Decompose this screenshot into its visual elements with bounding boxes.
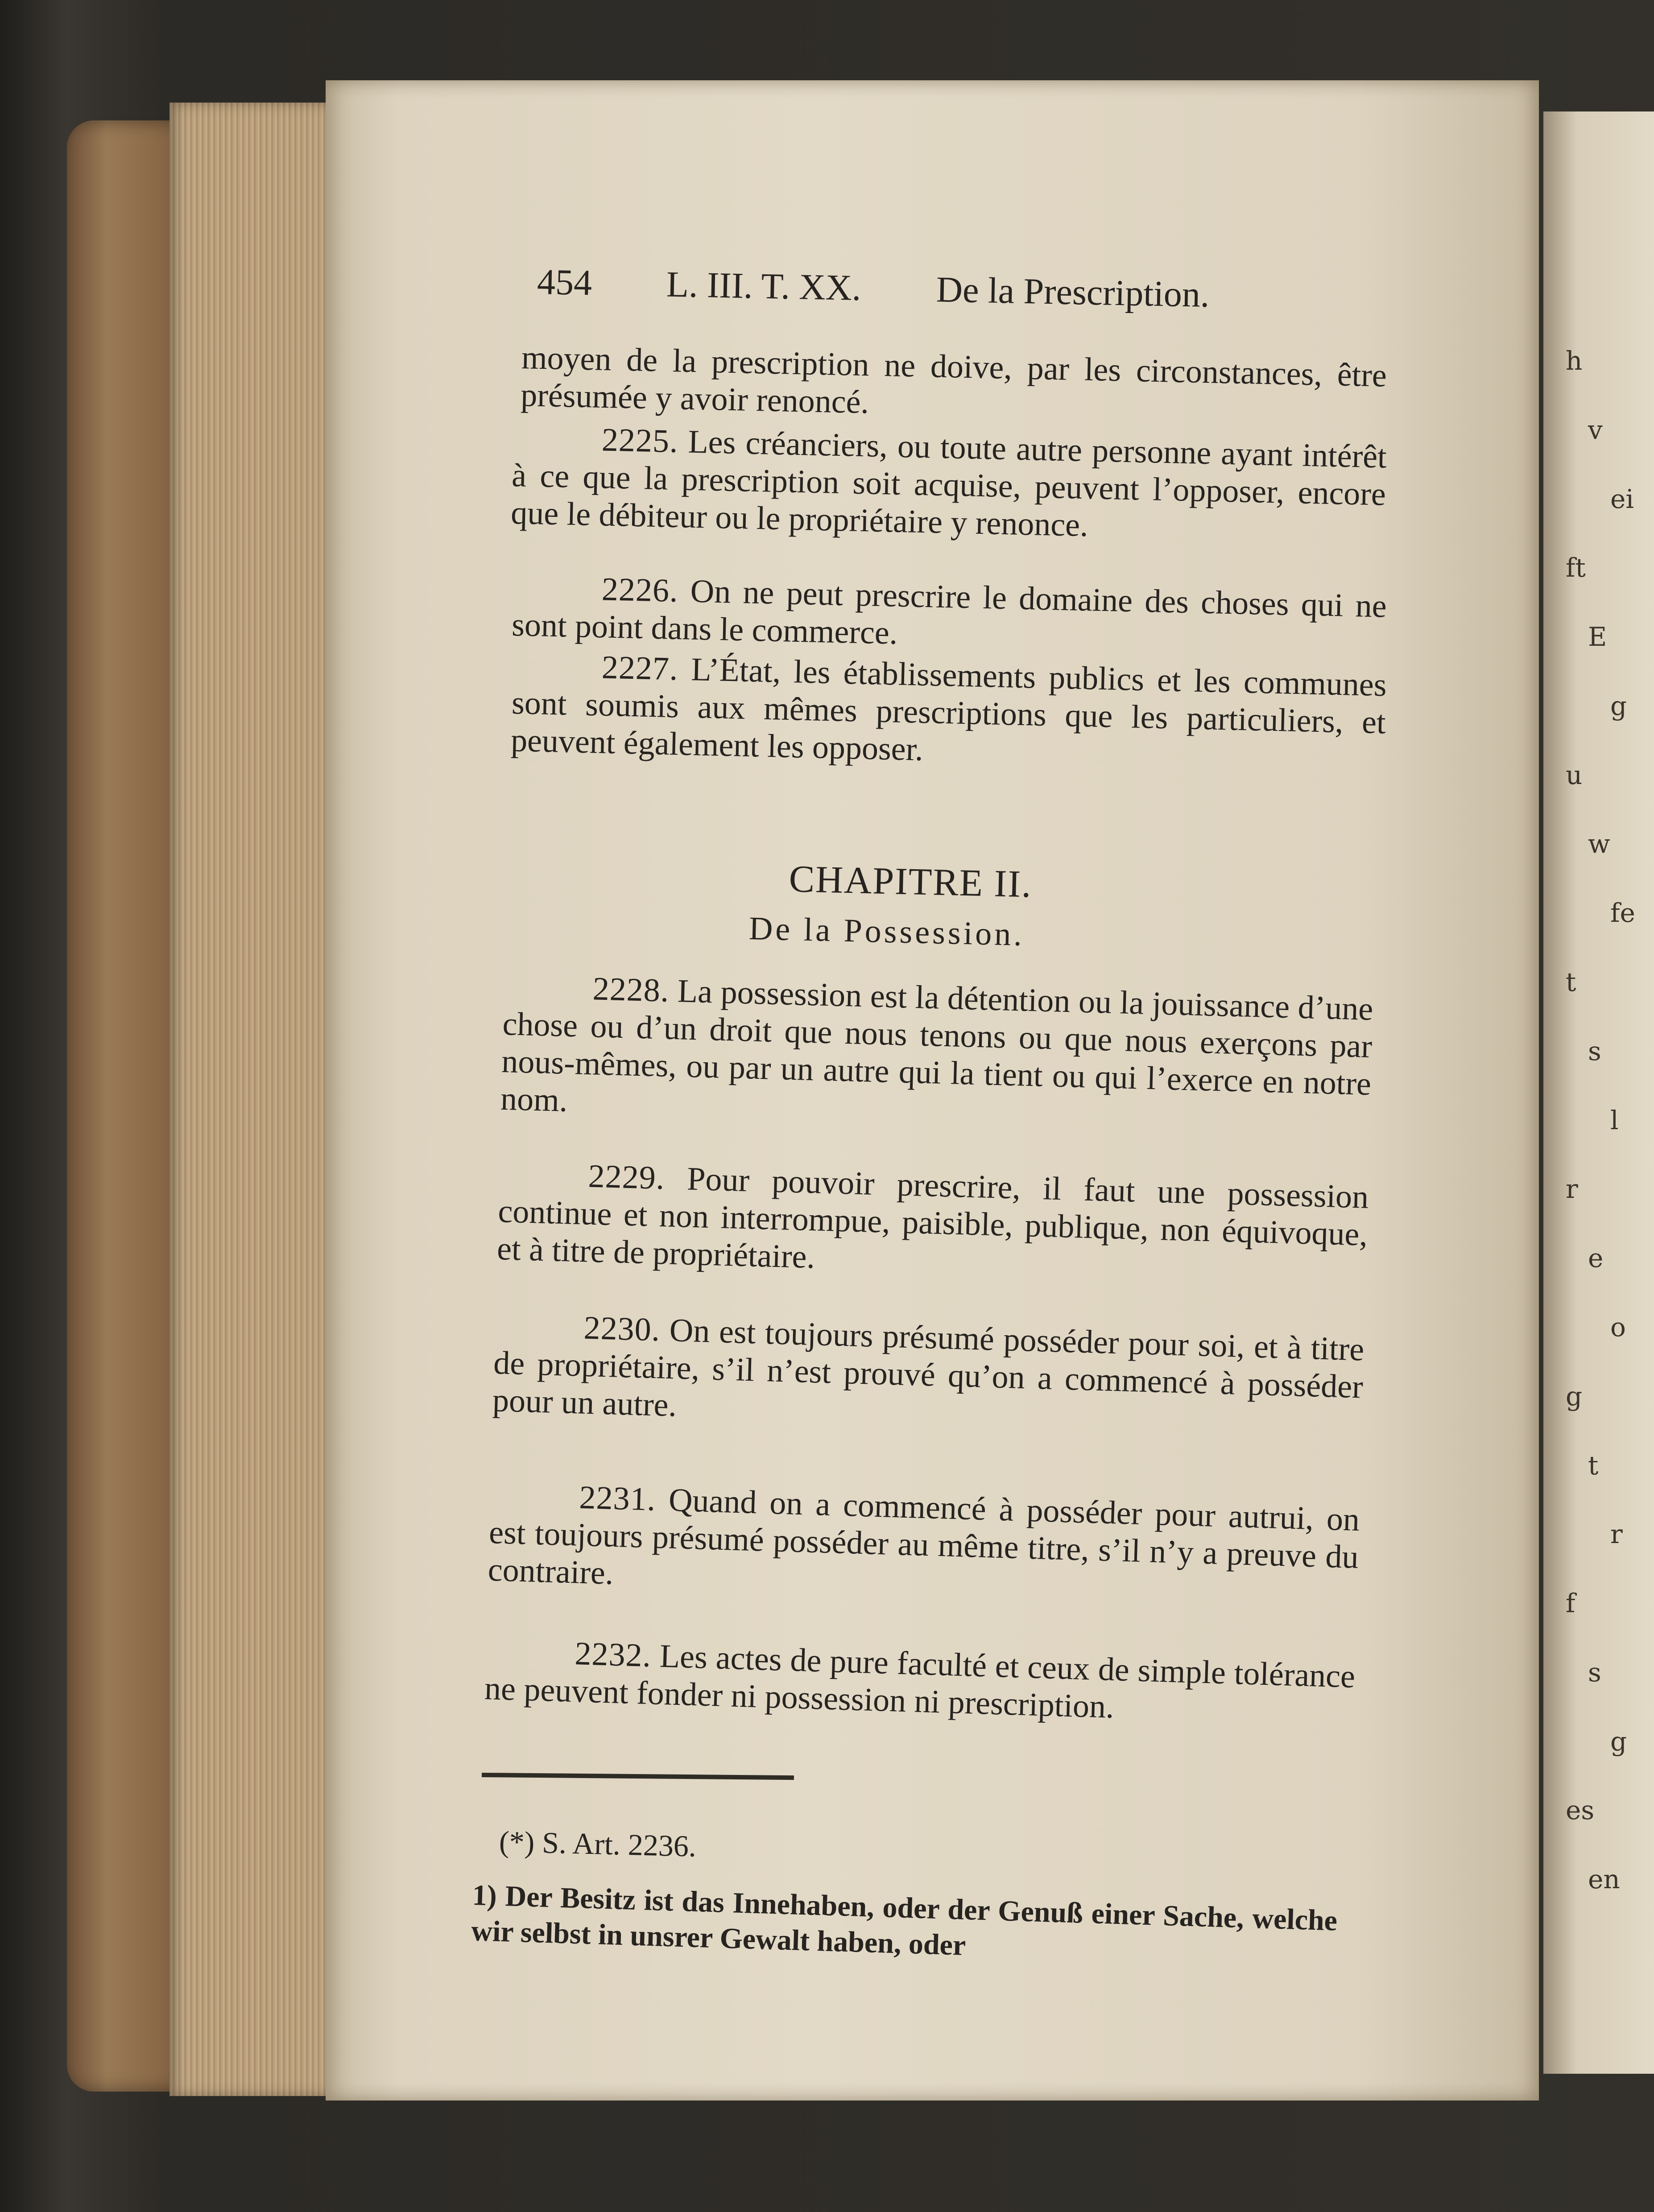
chapter-subtitle: De la Possession. xyxy=(748,910,1025,953)
facing-page-fragment: t xyxy=(1566,967,1576,997)
facing-page-fragment: es xyxy=(1566,1795,1595,1825)
article-number: 2225. xyxy=(601,421,679,460)
article-number: 2229. xyxy=(587,1158,666,1197)
facing-page-fragment: e xyxy=(1588,1243,1604,1273)
article-2227 xyxy=(510,647,1387,779)
article-number: 2228. xyxy=(592,970,670,1009)
facing-page-fragment: w xyxy=(1588,829,1610,859)
facing-page-fragment: g xyxy=(1566,1381,1583,1411)
article-number: 2230. xyxy=(583,1309,661,1349)
facing-page-fragment: s xyxy=(1588,1036,1601,1066)
facing-page-fragment: o xyxy=(1610,1312,1626,1342)
facing-page-fragment: t xyxy=(1588,1450,1599,1481)
article-number: 2232. xyxy=(574,1635,652,1674)
page-number: 454 xyxy=(537,261,592,303)
facing-page-fragment: g xyxy=(1610,691,1627,721)
facing-page-fragment: f xyxy=(1566,1588,1575,1618)
footnote-text: Der Besitz ist das Innehaben, oder der Genuß einer Sache, welche wir selbst in unsrer Gewalt haben, oder xyxy=(471,1880,1338,1962)
chapter-title: CHAPITRE II. xyxy=(788,857,1033,906)
facing-page xyxy=(1543,111,1654,2074)
article-text: Les actes de pure faculté et ceux de simple tolérance ne peuvent fonder ni possession ni prescription. xyxy=(484,1638,1356,1725)
facing-page-fragment: fe xyxy=(1610,898,1635,928)
article-2225 xyxy=(511,419,1387,551)
facing-page-fragment: s xyxy=(1588,1657,1601,1688)
article-text: Quand on a commencé à posséder pour autrui, on est toujours présumé posséder au même titre, s’il n’y a preuve du contraire. xyxy=(487,1482,1360,1592)
article-number: 2231. xyxy=(579,1479,657,1518)
facing-page-fragment: h xyxy=(1566,346,1583,376)
article-text: On est toujours présumé posséder pour soi, et à titre de propriétaire, s’il n’est prouvé qu’on a commencé à posséder pour un autre. xyxy=(492,1312,1365,1424)
article-number: 2227. xyxy=(601,649,679,688)
facing-page-fragment: l xyxy=(1610,1105,1619,1135)
article-text: Pour pouvoir prescrire, il faut une possession continue et non interrompue, paisible, publique, non équivoque, et à titre de propriétaire. xyxy=(496,1160,1369,1276)
facing-page-fragment: r xyxy=(1610,1519,1623,1549)
facing-page-fragment: g xyxy=(1610,1726,1627,1757)
running-title: De la Prescription. xyxy=(936,269,1210,315)
footnote-marker: 1) xyxy=(471,1878,497,1912)
article-text: On ne peut prescrire le domaine des choses qui ne sont point dans le commerce. xyxy=(511,573,1387,652)
facing-page-fragment: en xyxy=(1588,1864,1620,1894)
book-reference: L. III. T. XX. xyxy=(666,264,862,308)
article-number: 2226. xyxy=(601,571,679,610)
facing-page-fragment: v xyxy=(1588,415,1603,445)
facing-page-fragment: ft xyxy=(1566,553,1586,583)
footnote-reference: (*) S. Art. 2236. xyxy=(499,1824,697,1863)
article-2229 xyxy=(496,1155,1369,1291)
article-2228 xyxy=(500,968,1373,1140)
article-text: L’État, les établissements publics et les communes sont soumis aux mêmes prescriptions que les particuliers, et peuvent également les opposer. xyxy=(510,651,1387,768)
article-text: La possession est la détention ou la jouissance d’une chose ou d’un droit que nous tenons ou que nous exerçons par nous-mêmes, ou par un autre qui la tient ou qui l’exerce en notre nom. xyxy=(500,973,1374,1119)
facing-page-fragment: u xyxy=(1566,760,1583,790)
facing-page-fragment: ei xyxy=(1610,484,1634,514)
facing-page-fragment: r xyxy=(1566,1174,1578,1204)
article-text: Les créanciers, ou toute autre personne ayant intérêt à ce que la prescription soit acquise, peuvent l’opposer, encore que le débiteur ou le propriétaire y renonce. xyxy=(510,423,1387,544)
paragraph-text: moyen de la prescription ne doive, par les circonstances, être présumée y avoir renoncé. xyxy=(520,339,1387,421)
facing-page-fragment: E xyxy=(1588,622,1607,652)
page-edges xyxy=(170,103,330,2096)
